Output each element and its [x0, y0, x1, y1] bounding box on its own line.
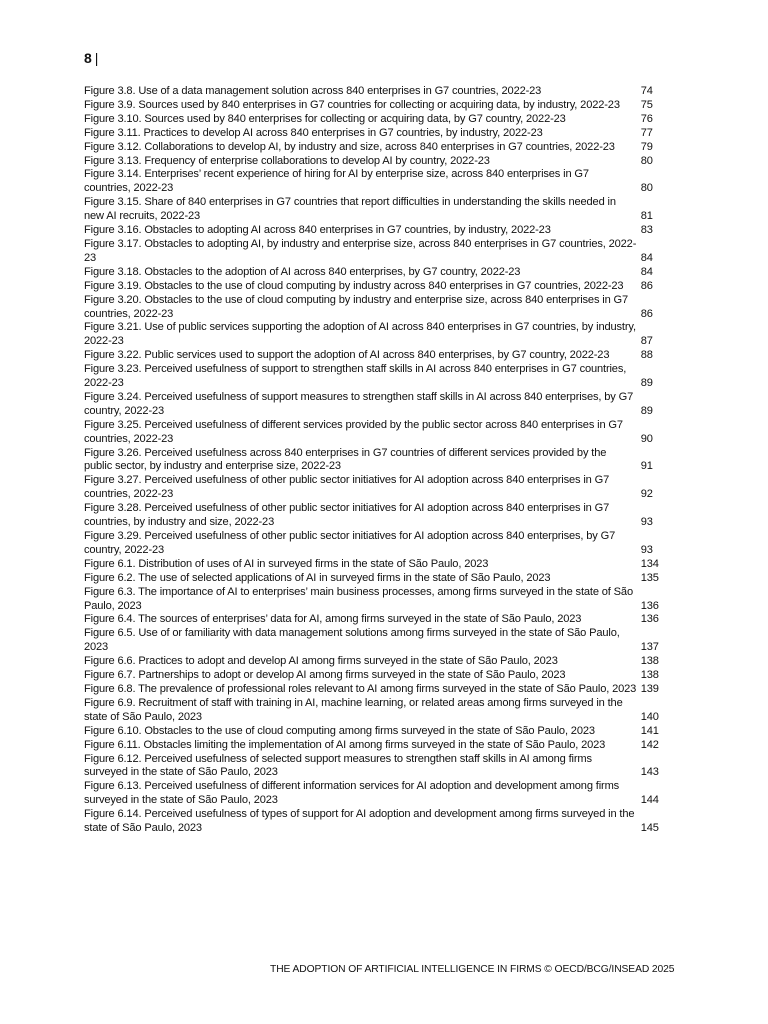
toc-entry-page: 77 — [640, 126, 653, 139]
toc-entry-title: Figure 3.8. Use of a data management solution across 840 enterprises in G7 countries, 2022-23 — [84, 85, 542, 97]
toc-entry-title: Figure 6.11. Obstacles limiting the implementation of AI among firms surveyed in the state of São Paulo, 2023 — [84, 738, 606, 751]
toc-entry-page: 142 — [640, 738, 659, 751]
toc-entry-page: 134 — [640, 557, 659, 570]
toc-entry-title: Figure 3.17. Obstacles to adopting AI, by industry and enterprise size, across 840 enterprises in G7 countries, 2022-23 — [84, 237, 637, 264]
toc-entry-title: Figure 6.9. Recruitment of staff with training in AI, machine learning, or related areas among firms surveyed in the state of São Paulo, 2023 — [84, 696, 623, 723]
toc-entry[interactable] — [84, 558, 670, 572]
toc-entry-page: 84 — [640, 265, 653, 278]
toc-entry-page: 138 — [640, 655, 659, 668]
toc-entry[interactable] — [84, 363, 670, 391]
toc-entry-title: Figure 3.28. Perceived usefulness of other public sector initiatives for AI adoption across 840 enterprises in G7 countries, by industry and size, 2022-23 — [84, 502, 610, 529]
toc-entry-page: 91 — [640, 460, 653, 473]
toc-entry-title: Figure 3.25. Perceived usefulness of different services provided by the public sector across 840 enterprises in G7 countries, 2022-23 — [84, 418, 623, 445]
toc-entry-page: 87 — [640, 335, 653, 348]
toc-entry-page: 136 — [640, 613, 659, 626]
toc-entry[interactable] — [84, 683, 670, 697]
toc-entry-page: 135 — [640, 571, 659, 584]
toc-entry-title: Figure 3.24. Perceived usefulness of support measures to strengthen staff skills in AI across 840 enterprises, by G7 country, 2022-23 — [84, 390, 634, 417]
toc-entry-page: 140 — [640, 710, 659, 723]
toc-entry-title: Figure 3.11. Practices to develop AI across 840 enterprises in G7 countries, by industry, 2022-23 — [84, 126, 543, 139]
toc-entry[interactable] — [84, 419, 670, 447]
toc-entry-page: 138 — [640, 669, 659, 682]
list-of-figures — [84, 85, 670, 836]
toc-entry-page: 136 — [640, 599, 659, 612]
toc-entry-title: Figure 6.1. Distribution of uses of AI in surveyed firms in the state of São Paulo, 2023 — [84, 557, 489, 570]
toc-entry-page: 75 — [640, 98, 653, 111]
page-footer: THE ADOPTION OF ARTIFICIAL INTELLIGENCE IN FIRMS © OECD/BCG/INSEAD 2025 — [270, 964, 675, 975]
toc-entry[interactable] — [84, 780, 670, 808]
toc-entry[interactable] — [84, 808, 670, 836]
toc-entry-title: Figure 6.3. The importance of AI to enterprises’ main business processes, among firms surveyed in the state of São Paulo, 2023 — [84, 585, 633, 612]
toc-entry-page: 89 — [640, 377, 653, 390]
toc-entry-page: 86 — [640, 307, 653, 320]
toc-entry-title: Figure 3.22. Public services used to support the adoption of AI across 840 enterprises, by G7 country, 2022-23 — [84, 349, 610, 362]
toc-entry[interactable] — [84, 127, 670, 141]
toc-entry-page: 79 — [640, 140, 653, 153]
toc-entry[interactable] — [84, 224, 670, 238]
toc-entry-title: Figure 3.26. Perceived usefulness across 840 enterprises in G7 countries of different services provided by the public sector, by industry and enterprise size, 2022-23 — [84, 446, 607, 473]
toc-entry[interactable] — [84, 655, 670, 669]
toc-entry[interactable] — [84, 321, 670, 349]
page-header — [84, 50, 98, 66]
toc-entry[interactable] — [84, 99, 670, 113]
toc-entry[interactable] — [84, 447, 670, 475]
toc-entry[interactable] — [84, 739, 670, 753]
toc-entry-page: 93 — [640, 516, 653, 529]
toc-entry[interactable] — [84, 280, 670, 294]
toc-entry-title: Figure 6.14. Perceived usefulness of types of support for AI adoption and development among firms surveyed in the state of São Paulo, 2023 — [84, 808, 635, 835]
toc-entry[interactable] — [84, 196, 670, 224]
toc-entry-page: 145 — [640, 822, 659, 835]
toc-entry[interactable] — [84, 613, 670, 627]
toc-entry-title: Figure 3.13. Frequency of enterprise collaborations to develop AI by country, 2022-23 — [84, 154, 490, 167]
toc-entry-page: 88 — [640, 349, 653, 362]
toc-entry[interactable] — [84, 530, 670, 558]
toc-entry[interactable] — [84, 627, 670, 655]
toc-entry[interactable] — [84, 753, 670, 781]
toc-entry[interactable] — [84, 572, 670, 586]
toc-entry-title: Figure 6.8. The prevalence of professional roles relevant to AI among firms surveyed in the state of São Paulo, 2023 — [84, 682, 637, 695]
toc-entry-page: 76 — [640, 112, 653, 125]
toc-entry-title: Figure 3.21. Use of public services supporting the adoption of AI across 840 enterprises in G7 countries, by industry, 2022-23 — [84, 321, 636, 348]
toc-entry-page: 92 — [640, 488, 653, 501]
toc-entry[interactable] — [84, 141, 670, 155]
toc-entry-title: Figure 6.12. Perceived usefulness of selected support measures to strengthen staff skills in AI among firms surveyed in the state of São Paulo, 2023 — [84, 752, 592, 779]
toc-entry[interactable] — [84, 669, 670, 683]
toc-entry-title: Figure 6.10. Obstacles to the use of cloud computing among firms surveyed in the state of São Paulo, 2023 — [84, 724, 595, 737]
toc-entry-title: Figure 6.5. Use of or familiarity with data management solutions among firms surveyed in the state of São Paulo, 2023 — [84, 627, 620, 654]
toc-entry[interactable] — [84, 113, 670, 127]
toc-entry[interactable] — [84, 168, 670, 196]
header-separator: | — [94, 50, 99, 66]
toc-entry-title: Figure 3.29. Perceived usefulness of other public sector initiatives for AI adoption across 840 enterprises, by G7 country, 2022-23 — [84, 530, 616, 556]
toc-entry-page: 83 — [640, 224, 653, 237]
toc-entry-title: Figure 3.9. Sources used by 840 enterprises in G7 countries for collecting or acquiring data, by industry, 2022-23 — [84, 98, 620, 111]
toc-entry-page: 84 — [640, 251, 653, 264]
toc-entry-title: Figure 6.7. Partnerships to adopt or develop AI among firms surveyed in the state of São Paulo, 2023 — [84, 669, 566, 682]
toc-entry-page: 144 — [640, 794, 659, 807]
toc-entry[interactable] — [84, 294, 670, 322]
toc-entry-page: 86 — [640, 279, 653, 292]
toc-entry-title: Figure 6.4. The sources of enterprises’ data for AI, among firms surveyed in the state of São Paulo, 2023 — [84, 613, 582, 626]
toc-entry-title: Figure 3.14. Enterprises’ recent experience of hiring for AI by enterprise size, across 840 enterprises in G7 countries, 2022-23 — [84, 168, 589, 195]
toc-entry[interactable] — [84, 697, 670, 725]
toc-entry-title: Figure 3.12. Collaborations to develop AI, by industry and size, across 840 enterprises in G7 countries, 2022-23 — [84, 140, 615, 153]
toc-entry[interactable] — [84, 85, 670, 99]
toc-entry-page: 89 — [640, 404, 653, 417]
toc-entry-title: Figure 3.27. Perceived usefulness of other public sector initiatives for AI adoption across 840 enterprises in G7 countries, 2022-23 — [84, 474, 610, 501]
toc-entry[interactable] — [84, 155, 670, 169]
toc-entry-title: Figure 3.15. Share of 840 enterprises in G7 countries that report difficulties in understanding the skills needed in new AI recruits, 2022-23 — [84, 196, 616, 223]
toc-entry[interactable] — [84, 725, 670, 739]
toc-entry-title: Figure 3.10. Sources used by 840 enterprises for collecting or acquiring data, by G7 country, 2022-23 — [84, 112, 566, 125]
toc-entry-page: 80 — [640, 182, 653, 195]
toc-entry-title: Figure 6.6. Practices to adopt and develop AI among firms surveyed in the state of São Paulo, 2023 — [84, 655, 558, 668]
toc-entry[interactable] — [84, 266, 670, 280]
toc-entry-page: 81 — [640, 210, 653, 223]
toc-entry-page: 143 — [640, 766, 659, 779]
toc-entry[interactable] — [84, 502, 670, 530]
toc-entry[interactable] — [84, 391, 670, 419]
toc-entry-page: 74 — [640, 85, 653, 97]
toc-entry[interactable] — [84, 586, 670, 614]
toc-entry-title: Figure 3.20. Obstacles to the use of cloud computing by industry and enterprise size, across 840 enterprises in G7 countries, 2022-23 — [84, 293, 629, 320]
toc-entry[interactable] — [84, 238, 670, 266]
page-number: 8 — [84, 50, 92, 66]
toc-entry-title: Figure 6.13. Perceived usefulness of different information services for AI adoption and development among firms surveyed in the state of São Paulo, 2023 — [84, 780, 620, 807]
toc-entry[interactable] — [84, 474, 670, 502]
toc-entry-title: Figure 3.23. Perceived usefulness of support to strengthen staff skills in AI across 840 enterprises in G7 countries, 2022-23 — [84, 363, 627, 390]
toc-entry-page: 93 — [640, 543, 653, 556]
toc-entry[interactable] — [84, 349, 670, 363]
toc-entry-page: 80 — [640, 154, 653, 167]
toc-entry-title: Figure 3.19. Obstacles to the use of cloud computing by industry across 840 enterprises in G7 countries, 2022-23 — [84, 279, 624, 292]
toc-entry-page: 141 — [640, 724, 659, 737]
toc-entry-page: 137 — [640, 641, 659, 654]
toc-entry-title: Figure 3.16. Obstacles to adopting AI across 840 enterprises in G7 countries, by industry, 2022-23 — [84, 224, 551, 237]
toc-entry-title: Figure 6.2. The use of selected applications of AI in surveyed firms in the state of São Paulo, 2023 — [84, 571, 551, 584]
toc-entry-title: Figure 3.18. Obstacles to the adoption of AI across 840 enterprises, by G7 country, 2022-23 — [84, 265, 521, 278]
toc-entry-page: 90 — [640, 432, 653, 445]
toc-entry-page: 139 — [640, 682, 659, 695]
